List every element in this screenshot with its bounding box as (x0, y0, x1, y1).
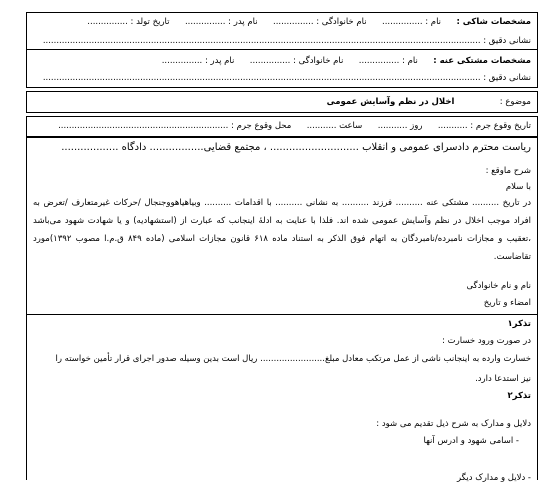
note1-line1: در صورت ورود خسارت : (442, 336, 531, 346)
subject-value: اخلال در نظم وآسایش عمومی (326, 97, 455, 107)
crime-hour-field[interactable]: ساعت ........... (306, 121, 363, 131)
signature-sign: امضاء و تاریخ (483, 298, 531, 308)
note2-title: تذکر۲ (507, 391, 531, 401)
accused-father-field[interactable]: نام پدر : ............... (161, 56, 235, 66)
complainant-family-field[interactable]: نام خانوادگی : ............... (273, 17, 367, 27)
note2-line3: - دلایل و مدارک دیگر (456, 473, 531, 483)
note1-line2[interactable]: خسارت وارده به اینجانب ناشی از عمل مرتکب معادل مبلغ........................ ریال است بدین وسیله صدور اجرای قرار تأمین خواسته را (55, 354, 531, 364)
crime-day-field[interactable]: روز ........... (377, 121, 423, 131)
addressee-line[interactable]: ریاست محترم دادسرای عمومی و انقلاب ............................ ، مجتمع قضایی................. دادگاه .................. (61, 142, 531, 153)
complainant-father-field[interactable]: نام پدر : ............... (184, 17, 258, 27)
crime-date-field[interactable]: تاریخ وقوع جرم : ........... (437, 121, 531, 131)
accused-heading: مشخصات مشتکی عنه : (433, 56, 531, 66)
accused-box (26, 50, 538, 88)
signature-name: نام و نام خانوادگی (466, 281, 531, 291)
crime-box (26, 116, 538, 137)
complainant-address-field[interactable]: نشانی دقیق : .................................................................................................................................................................. (42, 36, 531, 46)
subject-box (26, 91, 538, 113)
complainant-name-field[interactable]: نام : ............... (382, 17, 442, 27)
subject-label: موضوع : (499, 97, 531, 107)
accused-family-field[interactable]: نام خانوادگی : ............... (249, 56, 344, 66)
note2-line1: دلایل و مدارک به شرح ذیل تقدیم می شود : (376, 419, 531, 429)
main-body-box (26, 137, 538, 483)
note1-line3: نیز استدعا دارد. (475, 374, 531, 384)
complaint-paragraph[interactable]: در تاریخ .......... مشتکی عنه .......... فرزند .......... به نشانی .......... با اقدامات .......... وبیاهیاهووجنجال /حرکات غیرمتعارف /تعرض به افراد موجب اخلال در نظم وآسایش عمومی شده اند. فلذا با عنایت به ادلهٔ اینجانب که عبارت از (استشهادیه) و یا شهادت شهود می‌باشد ،تعقیب و مجازات نامبرده/نامبردگان به اتهام فوق الذکر به استناد ماده ۶۱۸ قانون مجازات اسلامی (ماده ۸۴۹ ق.م.ا مصوب ۱۳۹۲)مورد تقاضاست. (33, 198, 531, 262)
accused-row (33, 55, 531, 67)
notes-divider (27, 314, 537, 315)
salam-text: با سلام (505, 182, 531, 192)
accused-address-field[interactable]: نشانی دقیق : .................................................................................................................................................................. (42, 73, 531, 83)
sharh-label: شرح ماوقع : (485, 166, 531, 176)
note1-title: تذکر۱ (507, 319, 531, 329)
crime-place-field[interactable]: محل وقوع جرم : ............................................................... (58, 121, 292, 131)
complainant-birth-field[interactable]: تاریخ تولد : ............... (87, 17, 170, 27)
complainant-box (26, 12, 538, 50)
note2-line2: - اسامی شهود و ادرس آنها (423, 436, 519, 446)
complainant-heading: مشخصات شاکی : (456, 17, 531, 27)
accused-name-field[interactable]: نام : ............... (358, 56, 418, 66)
complainant-row (33, 16, 531, 28)
